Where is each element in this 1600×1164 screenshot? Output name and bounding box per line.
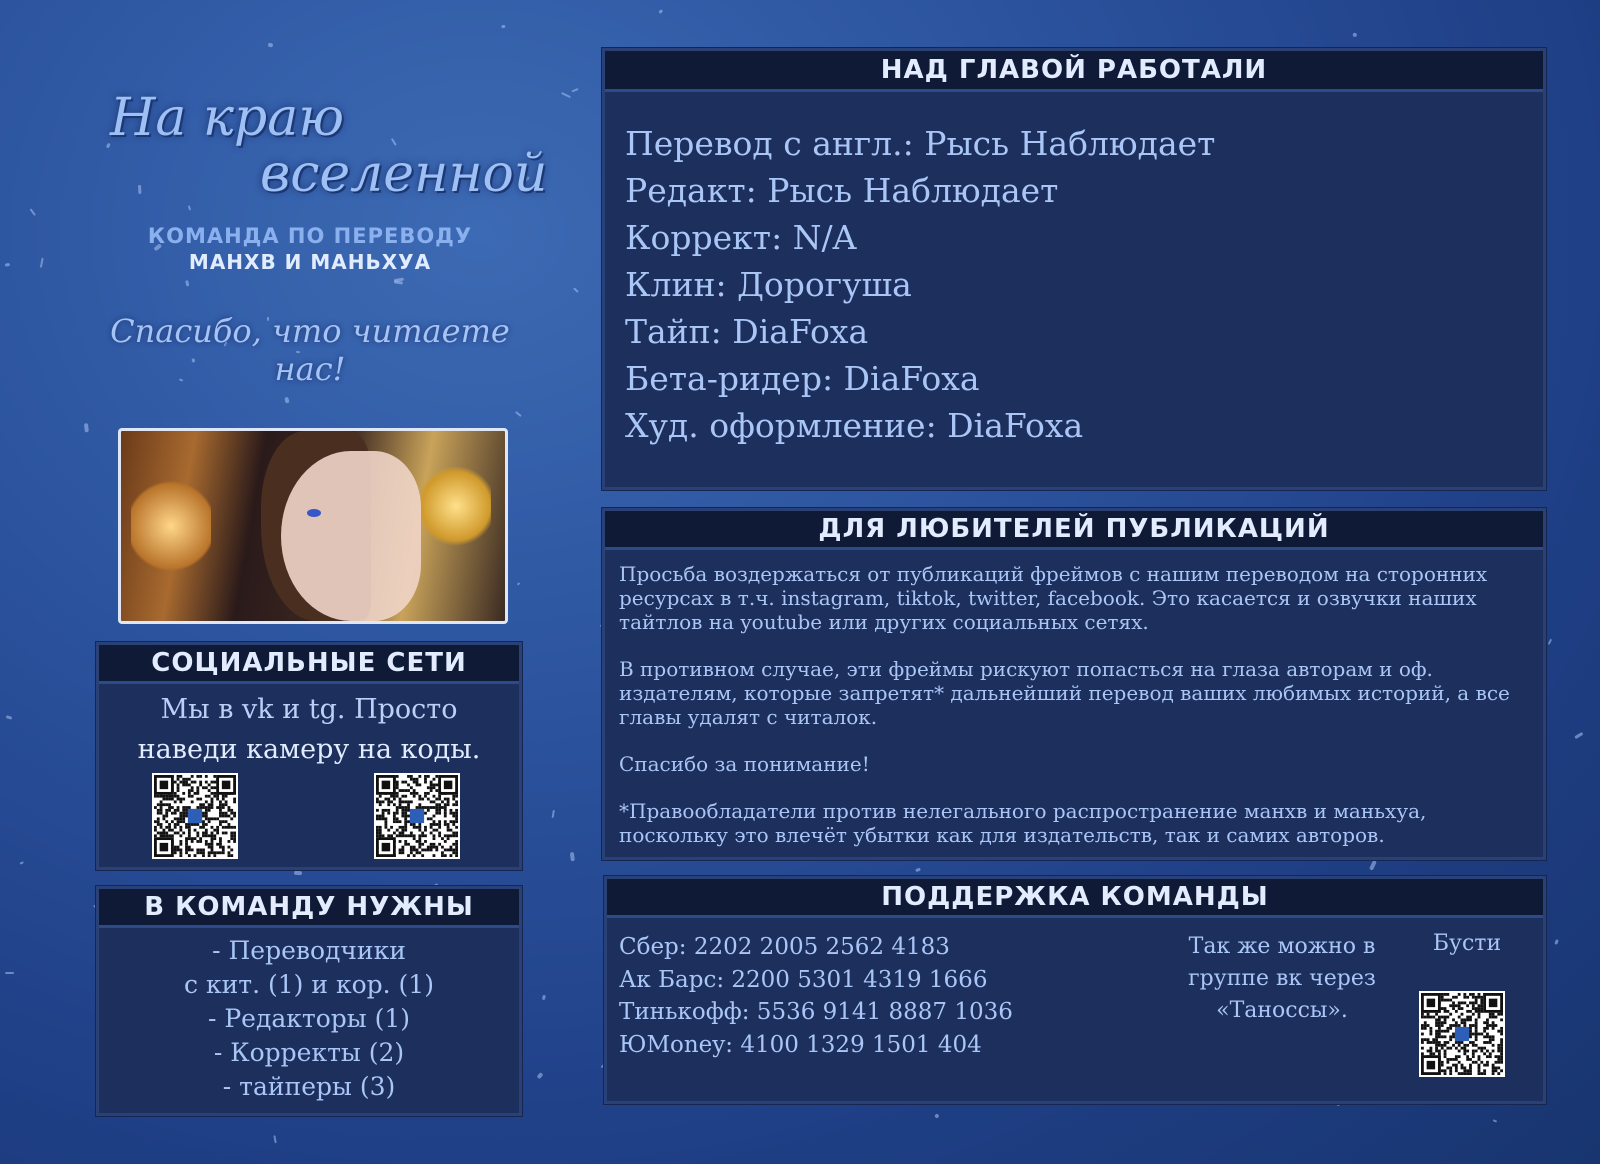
artwork-cup [131,481,211,571]
confetti-flake [500,25,505,29]
confetti-flake [517,583,521,586]
thanks-text: Спасибо, что читаете нас! [110,312,510,388]
account-sber: Сбер: 2202 2005 2562 4183 [619,934,950,960]
vk-note-line: Так же можно в [1188,934,1376,959]
confetti-flake [1548,639,1552,645]
confetti-flake [1555,939,1559,945]
confetti-flake [1493,1120,1498,1123]
confetti-flake [5,972,14,974]
confetti-flake [935,1113,940,1118]
social-panel [96,642,522,870]
credit-typesetter: Тайп: DiaFoxa [625,312,869,351]
confetti-flake [5,262,10,266]
confetti-flake [85,423,90,433]
confetti-flake [551,810,555,819]
confetti-flake [273,1136,277,1144]
confetti-flake [394,277,404,282]
account-akbars: Ак Барс: 2200 5301 4319 1666 [619,966,988,993]
confetti-flake [541,995,545,1001]
boosty-qr-code[interactable] [1419,991,1505,1077]
confetti-flake [573,288,578,293]
credits-panel [602,48,1546,490]
tg-qr-code[interactable] [374,773,460,859]
confetti-flake [40,258,43,268]
boosty-label: Бусти [1432,931,1502,956]
credit-cleaner: Клин: Дорогуша [625,265,912,304]
confetti-flake [1369,860,1377,871]
credit-translation: Перевод с англ.: Рысь Наблюдает [625,124,1216,163]
social-header: СОЦИАЛЬНЫЕ СЕТИ [99,645,519,684]
social-line2: наведи камеру на коды. [137,734,481,765]
artwork-eye [307,509,321,517]
recruit-typesetters: - тайперы (3) [222,1072,396,1101]
publication-paragraph: Спасибо за понимание! [619,752,870,776]
confetti-flake [188,205,191,210]
team-logo-subtitle [100,224,520,274]
logo-title-line2: вселенной [260,144,548,204]
confetti-flake [570,852,575,862]
confetti-flake [20,861,24,864]
social-line1: Мы в vk и tg. Просто [160,694,458,725]
support-accounts [619,931,1013,1061]
recruitment-panel [96,886,522,1116]
artwork-face [281,451,421,621]
logo-subtitle-line1: КОМАНДА ПО ПЕРЕВОДУ [147,224,473,248]
confetti-flake [515,411,521,416]
credit-art-design: Худ. оформление: DiaFoxa [625,406,1084,445]
support-panel [604,876,1546,1104]
vk-note-line: «Танoccы». [1216,998,1348,1023]
credit-proofreader: Коррект: N/A [625,218,857,257]
credits-list [605,92,1543,449]
account-yumoney: ЮMoney: 4100 1329 1501 404 [619,1031,982,1058]
account-tinkoff: Тинькофф: 5536 9141 8887 1036 [619,999,1013,1025]
publication-panel [602,508,1546,860]
logo-subtitle-line2: МАНХВ И МАНЬХУА [188,250,432,274]
support-vk-note [1167,931,1397,1027]
artwork-hair-ornament [421,461,491,551]
confetti-flake [659,9,664,14]
logo-title-line1: На краю [110,88,344,148]
recruitment-header: В КОМАНДУ НУЖНЫ [99,889,519,928]
support-header: ПОДДЕРЖКА КОМАНДЫ [607,879,1543,918]
confetti-flake [1574,731,1584,739]
manhwa-artwork [118,428,508,624]
recruit-translators: - Переводчики [212,936,406,965]
confetti-flake [537,1073,544,1080]
confetti-flake [293,871,301,876]
credits-header: НАД ГЛАВОЙ РАБОТАЛИ [605,51,1543,92]
publication-body [605,550,1543,847]
recruit-proofreaders: - Корректы (2) [213,1038,405,1067]
publication-header: ДЛЯ ЛЮБИТЕЛЕЙ ПУБЛИКАЦИЙ [605,511,1543,550]
publication-paragraph: *Правообладатели против нелегального распространение манхв и маньхуа, поскольку это влечёт убытки как для издательств, так и самих авторов. [619,799,1427,847]
confetti-flake [915,868,921,873]
confetti-flake [185,280,189,287]
recruitment-list [99,934,519,1104]
confetti-flake [284,396,289,403]
credit-beta-reader: Бета-ридер: DiaFoxa [625,359,980,398]
recruit-editors: - Редакторы (1) [207,1004,411,1033]
vk-note-line: группе вк через [1188,966,1376,991]
confetti-flake [1353,33,1357,37]
confetti-flake [561,92,570,98]
publication-paragraph: Просьба воздержаться от публикаций фреймов с нашим переводом на сторонних ресурсах в т.ч. instagram, tiktok, twitter, facebook. Это касается и озвучки наших тайтлов на youtube или других социальных сетях. [619,562,1488,634]
recruit-translators-langs: с кит. (1) и кор. (1) [184,970,434,999]
confetti-flake [571,88,579,93]
confetti-flake [268,43,273,48]
confetti-flake [6,715,13,720]
credit-editor: Редакт: Рысь Наблюдает [625,171,1059,210]
publication-paragraph: В противном случае, эти фреймы рискуют попасться на глаза авторам и оф. издателям, которые запретят* дальнейший перевод ваших любимых историй, а все главы удалят с читалок. [619,657,1510,729]
confetti-flake [30,208,36,215]
team-logo-title [110,88,548,204]
social-text [99,690,519,770]
vk-qr-code[interactable] [152,773,238,859]
